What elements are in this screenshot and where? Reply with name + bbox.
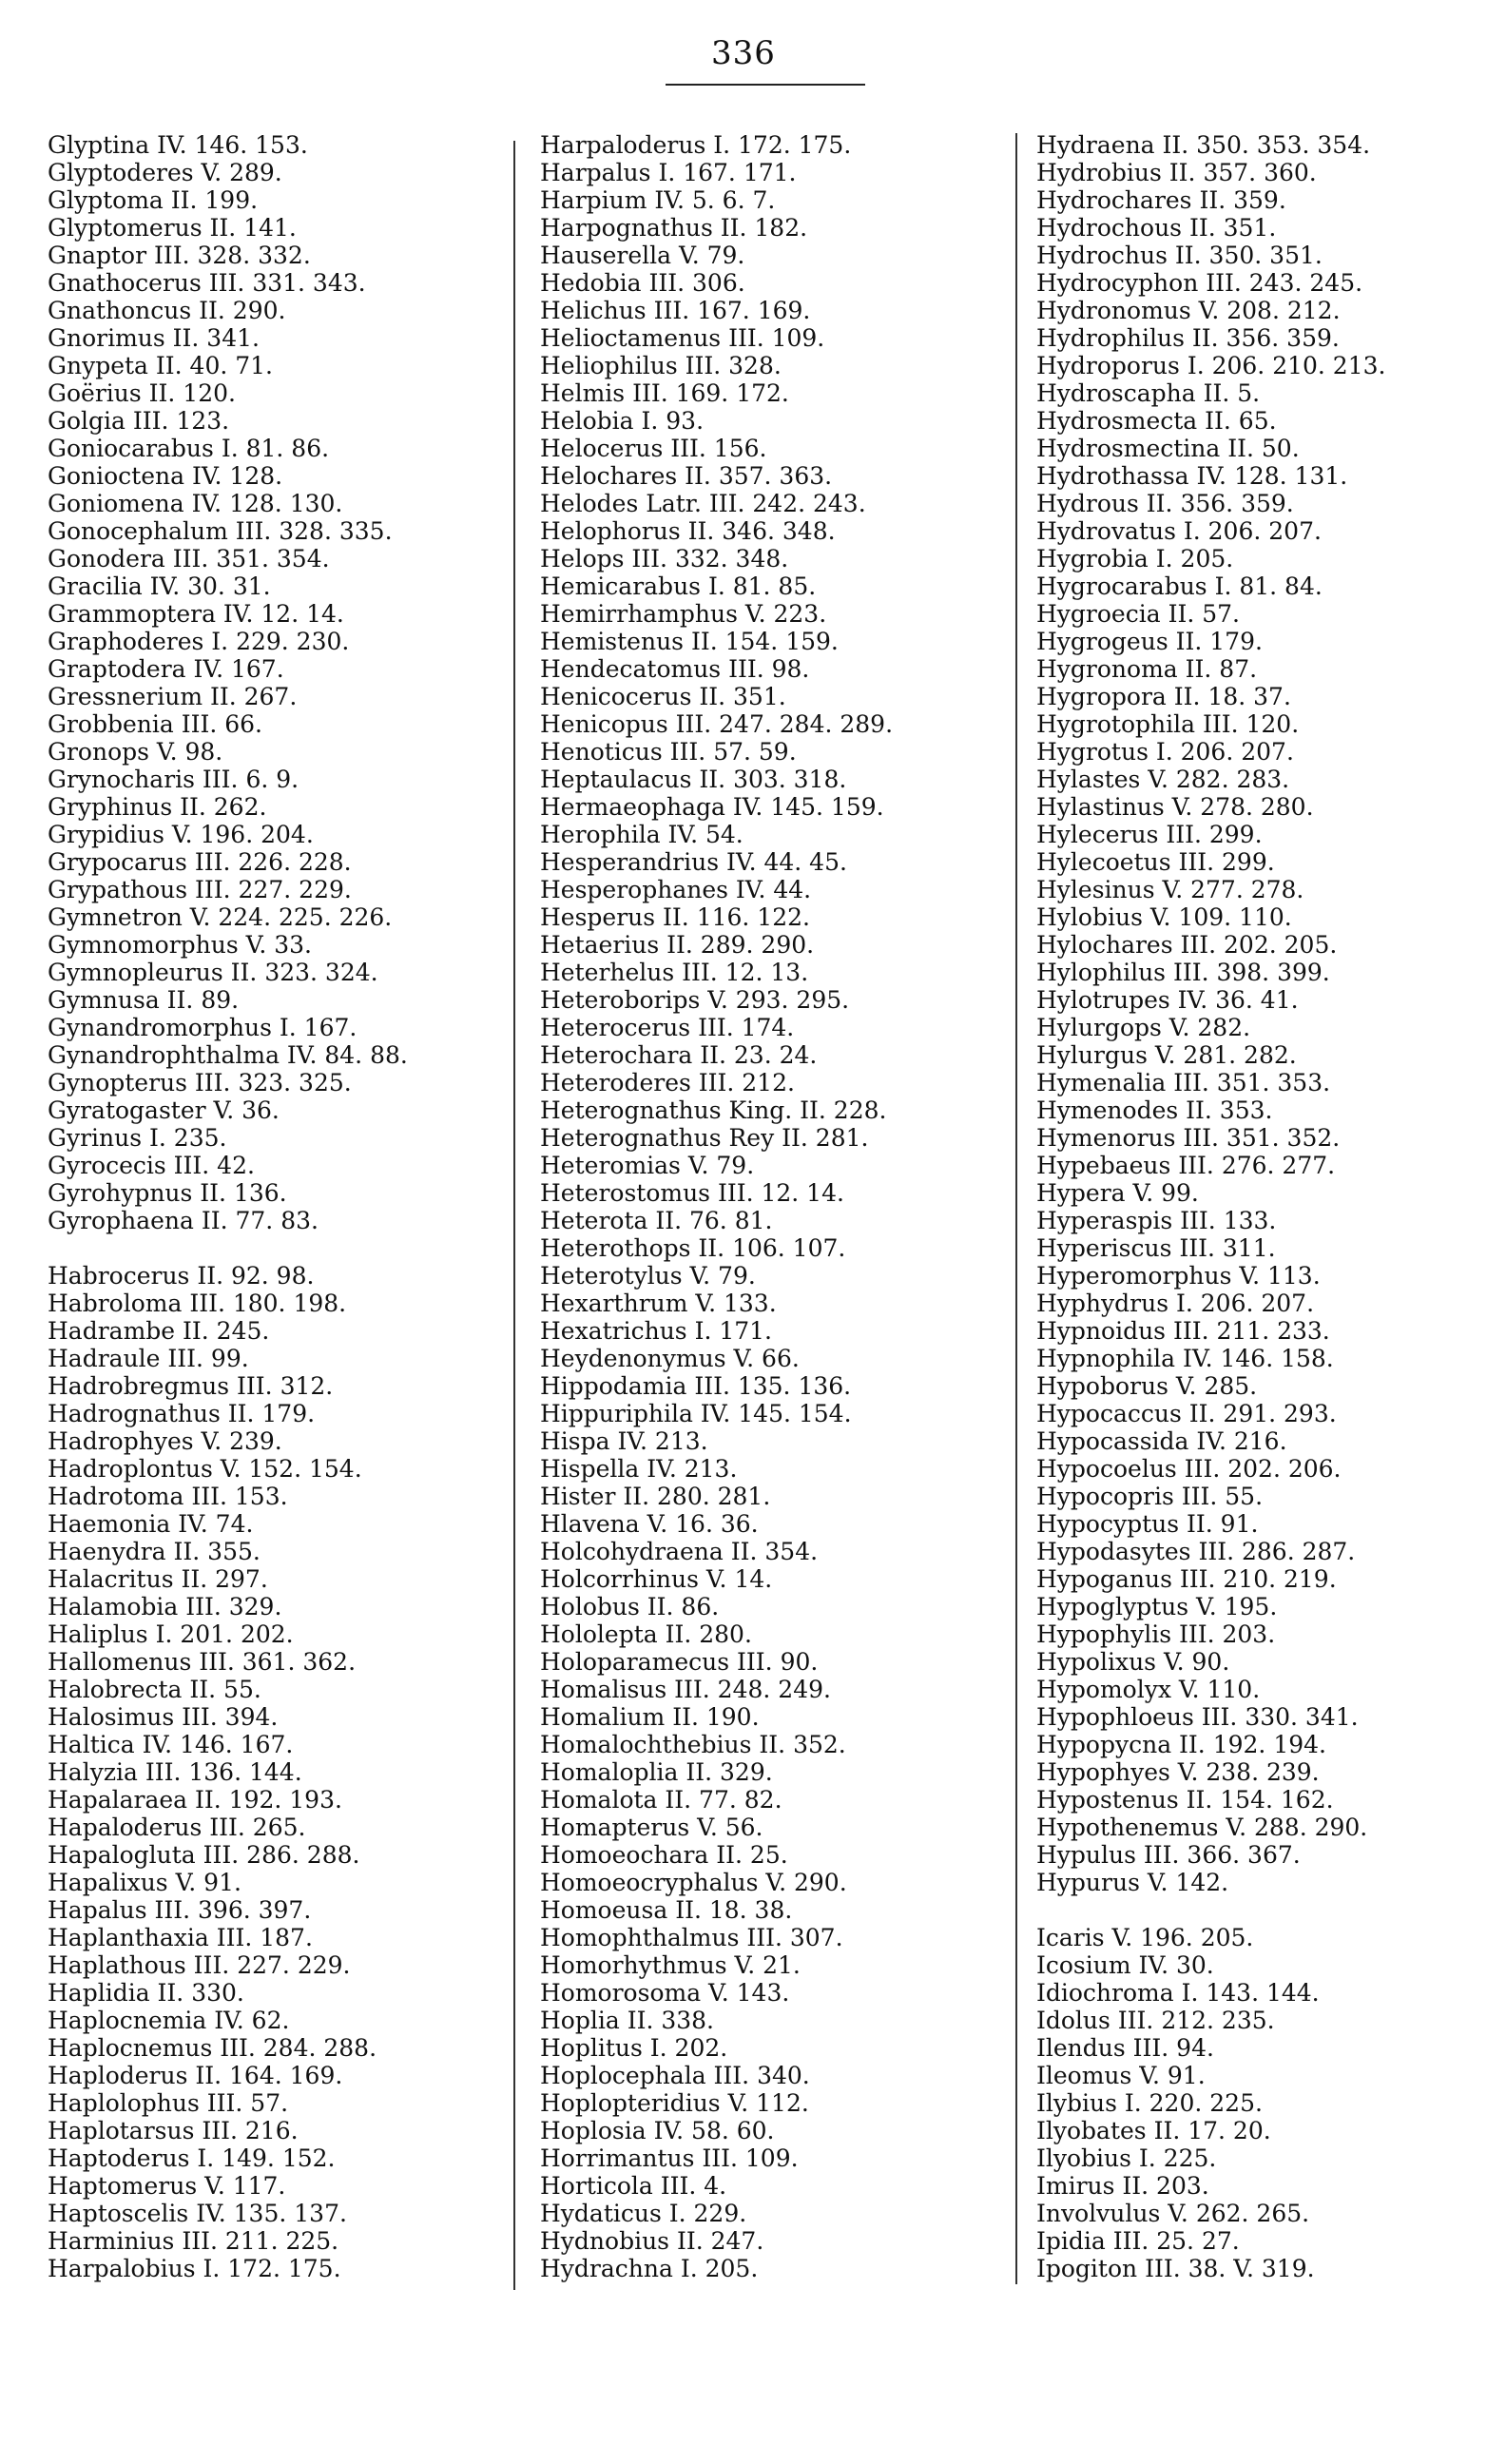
index-entry: Hypophloeus III. 330. 341. [1036, 1703, 1359, 1731]
index-entry: Idolus III. 212. 235. [1036, 2007, 1275, 2034]
index-entry: Haptomerus V. 117. [48, 2172, 286, 2200]
index-entry: Hydrous II. 356. 359. [1036, 490, 1294, 517]
index-entry: Homoeocryphalus V. 290. [540, 1869, 847, 1896]
index-entry: Hyperomorphus V. 113. [1036, 1262, 1321, 1290]
index-entry: Hydrophilus II. 356. 359. [1036, 324, 1340, 352]
index-entry: Habrocerus II. 92. 98. [48, 1262, 315, 1290]
index-entry: Helobia I. 93. [540, 407, 705, 435]
index-entry: Heterocerus III. 174. [540, 1014, 795, 1041]
index-entry: Hypnophila IV. 146. 158. [1036, 1345, 1334, 1372]
index-entry: Halosimus III. 394. [48, 1703, 279, 1731]
index-entry: Helioctamenus III. 109. [540, 324, 825, 352]
index-entry: Hyperiscus III. 311. [1036, 1234, 1276, 1262]
index-entry: Ileomus V. 91. [1036, 2062, 1206, 2089]
index-entry: Icaris V. 196. 205. [1036, 1924, 1254, 1951]
index-entry: Hydrochous II. 351. [1036, 214, 1277, 242]
index-entry: Hallomenus III. 361. 362. [48, 1648, 357, 1676]
index-entry: Gonocephalum III. 328. 335. [48, 517, 393, 545]
index-entry: Hoplitus I. 202. [540, 2034, 728, 2062]
index-entry: Hypera V. 99. [1036, 1179, 1199, 1207]
index-entry: Hypophylis III. 203. [1036, 1620, 1276, 1648]
index-entry: Homalisus III. 248. 249. [540, 1676, 831, 1703]
index-entry: Heteroderes III. 212. [540, 1069, 795, 1096]
index-entry: Herophila IV. 54. [540, 821, 744, 848]
index-entry: Hydrobius II. 357. 360. [1036, 159, 1317, 186]
index-entry: Grypathous III. 227. 229. [48, 876, 352, 903]
index-entry: Hydrosmectina II. 50. [1036, 435, 1300, 462]
index-entry: Haploderus II. 164. 169. [48, 2062, 343, 2089]
index-entry: Hispella IV. 213. [540, 1455, 738, 1483]
index-entry: Heterostomus III. 12. 14. [540, 1179, 844, 1207]
index-entry: Hydrothassa IV. 128. 131. [1036, 462, 1348, 490]
index-entry: Hippuriphila IV. 145. 154. [540, 1400, 852, 1427]
index-entry: Gyratogaster V. 36. [48, 1096, 280, 1124]
column-divider [513, 141, 515, 2290]
index-entry: Hispa IV. 213. [540, 1427, 708, 1455]
index-entry: Hypophyes V. 238. 239. [1036, 1758, 1320, 1786]
index-entry: Hypocopris III. 55. [1036, 1483, 1264, 1510]
header-rule [666, 84, 865, 86]
index-entry: Haplidia II. 330. [48, 1979, 244, 2007]
index-entry: Haemonia IV. 74. [48, 1510, 254, 1538]
index-entry: Hylecerus III. 299. [1036, 821, 1263, 848]
index-entry: Harpalus I. 167. 171. [540, 159, 797, 186]
index-entry: Hexarthrum V. 133. [540, 1290, 777, 1317]
index-entry: Helodes Latr. III. 242. 243. [540, 490, 866, 517]
index-entry: Golgia III. 123. [48, 407, 230, 435]
index-entry: Hymenorus III. 351. 352. [1036, 1124, 1341, 1152]
index-entry: Hypoglyptus V. 195. [1036, 1593, 1278, 1620]
index-entry: Helmis III. 169. 172. [540, 379, 789, 407]
index-entry: Hylurgops V. 282. [1036, 1014, 1251, 1041]
index-entry: Glyptina IV. 146. 153. [48, 131, 308, 159]
index-entry: Hydrachna I. 205. [540, 2255, 759, 2282]
index-column-3 [1036, 131, 1483, 2282]
index-entry: Ilendus III. 94. [1036, 2034, 1214, 2062]
index-entry: Hypocoelus III. 202. 206. [1036, 1455, 1342, 1483]
index-entry: Hygroecia II. 57. [1036, 600, 1240, 628]
index-entry: Heterognathus Rey II. 281. [540, 1124, 869, 1152]
index-entry: Hygrotophila III. 120. [1036, 710, 1300, 738]
index-entry: Holcohydraena II. 354. [540, 1538, 819, 1565]
index-entry: Hadrobregmus III. 312. [48, 1372, 334, 1400]
index-entry: Harpaloderus I. 172. 175. [540, 131, 852, 159]
index-entry: Graphoderes I. 229. 230. [48, 628, 350, 655]
index-entry: Heterotylus V. 79. [540, 1262, 756, 1290]
index-entry: Harpalobius I. 172. 175. [48, 2255, 341, 2282]
index-entry: Hoplia II. 338. [540, 2007, 715, 2034]
index-entry: Hypocyptus II. 91. [1036, 1510, 1259, 1538]
index-entry: Haltica IV. 146. 167. [48, 1731, 294, 1758]
index-entry: Hypocaccus II. 291. 293. [1036, 1400, 1337, 1427]
index-entry: Hypoganus III. 210. 219. [1036, 1565, 1337, 1593]
index-entry: Hesperophanes IV. 44. [540, 876, 812, 903]
index-entry: Hypurus V. 142. [1036, 1869, 1229, 1896]
index-entry: Gyrinus I. 235. [48, 1124, 227, 1152]
index-entry: Graptodera IV. 167. [48, 655, 284, 683]
index-entry: Gymnomorphus V. 33. [48, 931, 312, 959]
index-entry: Hymenalia III. 351. 353. [1036, 1069, 1331, 1096]
index-entry: Ilyobius I. 225. [1036, 2144, 1217, 2172]
index-entry: Gynandrophthalma IV. 84. 88. [48, 1041, 408, 1069]
index-entry: Gynandromorphus I. 167. [48, 1014, 357, 1041]
index-entry: Hylurgus V. 281. 282. [1036, 1041, 1297, 1069]
section-gap [48, 1234, 504, 1262]
index-entry: Halyzia III. 136. 144. [48, 1758, 302, 1786]
index-entry: Hylastes V. 282. 283. [1036, 766, 1290, 793]
index-entry: Gymnopleurus II. 323. 324. [48, 959, 378, 986]
index-entry: Gnathocerus III. 331. 343. [48, 269, 366, 297]
index-entry: Helocerus III. 156. [540, 435, 767, 462]
index-entry: Hemicarabus I. 81. 85. [540, 572, 817, 600]
index-entry: Hadrognathus II. 179. [48, 1400, 316, 1427]
index-entry: Hypoborus V. 285. [1036, 1372, 1258, 1400]
index-entry: Hyperaspis III. 133. [1036, 1207, 1277, 1234]
index-entry: Heterothops II. 106. 107. [540, 1234, 846, 1262]
index-entry: Homalochthebius II. 352. [540, 1731, 846, 1758]
index-entry: Hydroporus I. 206. 210. 213. [1036, 352, 1386, 379]
index-entry: Hadroplontus V. 152. 154. [48, 1455, 362, 1483]
index-entry: Gonioctena IV. 128. [48, 462, 283, 490]
index-entry: Gnathoncus II. 290. [48, 297, 286, 324]
index-entry: Hypnoidus III. 211. 233. [1036, 1317, 1330, 1345]
index-entry: Gynopterus III. 323. 325. [48, 1069, 352, 1096]
index-entry: Involvulus V. 262. 265. [1036, 2200, 1310, 2227]
index-entry: Hippodamia III. 135. 136. [540, 1372, 852, 1400]
index-entry: Hylobius V. 109. 110. [1036, 903, 1292, 931]
index-entry: Homalota II. 77. 82. [540, 1786, 782, 1814]
index-entry: Hadraule III. 99. [48, 1345, 249, 1372]
index-entry: Helichus III. 167. 169. [540, 297, 811, 324]
index-entry: Grynocharis III. 6. 9. [48, 766, 299, 793]
index-entry: Hypulus III. 366. 367. [1036, 1841, 1301, 1869]
index-entry: Homorhythmus V. 21. [540, 1951, 801, 1979]
index-entry: Ipogiton III. 38. V. 319. [1036, 2255, 1315, 2282]
index-entry: Ilybius I. 220. 225. [1036, 2089, 1263, 2117]
index-entry: Hadrambe II. 245. [48, 1317, 270, 1345]
index-entry: Hygrotus I. 206. 207. [1036, 738, 1294, 766]
index-entry: Hydnobius II. 247. [540, 2227, 764, 2255]
index-entry: Heterochara II. 23. 24. [540, 1041, 818, 1069]
index-entry: Goërius II. 120. [48, 379, 236, 407]
index-entry: Hydaticus I. 229. [540, 2200, 747, 2227]
index-entry: Helochares II. 357. 363. [540, 462, 833, 490]
index-entry: Haenydra II. 355. [48, 1538, 261, 1565]
index-entry: Hygrogeus II. 179. [1036, 628, 1263, 655]
index-entry: Haplanthaxia III. 187. [48, 1924, 313, 1951]
index-entry: Homoeochara II. 25. [540, 1841, 788, 1869]
index-entry: Harminius III. 211. 225. [48, 2227, 339, 2255]
index-entry: Hermaeophaga IV. 145. 159. [540, 793, 884, 821]
index-entry: Hymenodes II. 353. [1036, 1096, 1273, 1124]
index-entry: Hauserella V. 79. [540, 242, 745, 269]
index-entry: Habroloma III. 180. 198. [48, 1290, 347, 1317]
index-entry: Hedobia III. 306. [540, 269, 745, 297]
index-entry: Hylochares III. 202. 205. [1036, 931, 1338, 959]
page-number: 336 [711, 34, 776, 72]
index-entry: Gyrophaena II. 77. 83. [48, 1207, 319, 1234]
index-entry: Hapalixus V. 91. [48, 1869, 241, 1896]
index-entry: Haplathous III. 227. 229. [48, 1951, 351, 1979]
index-entry: Hygronoma II. 87. [1036, 655, 1258, 683]
index-entry: Ipidia III. 25. 27. [1036, 2227, 1240, 2255]
index-entry: Gracilia IV. 30. 31. [48, 572, 271, 600]
index-entry: Hypopycna II. 192. 194. [1036, 1731, 1326, 1758]
index-entry: Hydrovatus I. 206. 207. [1036, 517, 1322, 545]
index-entry: Hapalogluta III. 286. 288. [48, 1841, 360, 1869]
index-entry: Grypocarus III. 226. 228. [48, 848, 352, 876]
index-entry: Idiochroma I. 143. 144. [1036, 1979, 1320, 2007]
index-entry: Glyptoderes V. 289. [48, 159, 282, 186]
index-entry: Gyrohypnus II. 136. [48, 1179, 287, 1207]
index-entry: Hygrobia I. 205. [1036, 545, 1234, 572]
index-entry: Hadrophyes V. 239. [48, 1427, 282, 1455]
index-entry: Gnaptor III. 328. 332. [48, 242, 311, 269]
index-entry: Hapalaraea II. 192. 193. [48, 1786, 342, 1814]
index-entry: Holoparamecus III. 90. [540, 1648, 819, 1676]
index-entry: Hygrocarabus I. 81. 84. [1036, 572, 1323, 600]
index-entry: Hypomolyx V. 110. [1036, 1676, 1261, 1703]
index-entry: Grypidius V. 196. 204. [48, 821, 314, 848]
index-entry: Haptoderus I. 149. 152. [48, 2144, 336, 2172]
index-entry: Henicopus III. 247. 284. 289. [540, 710, 894, 738]
index-entry: Gressnerium II. 267. [48, 683, 298, 710]
index-entry: Hypocassida IV. 216. [1036, 1427, 1287, 1455]
index-entry: Hexatrichus I. 171. [540, 1317, 773, 1345]
index-entry: Hydrosmecta II. 65. [1036, 407, 1277, 435]
index-entry: Homoeusa II. 18. 38. [540, 1896, 793, 1924]
index-entry: Haplolophus III. 57. [48, 2089, 289, 2117]
index-entry: Heptaulacus II. 303. 318. [540, 766, 847, 793]
index-entry: Hesperandrius IV. 44. 45. [540, 848, 847, 876]
index-entry: Henicocerus II. 351. [540, 683, 786, 710]
index-entry: Holcorrhinus V. 14. [540, 1565, 773, 1593]
index-entry: Hoplopteridius V. 112. [540, 2089, 809, 2117]
index-entry: Harpognathus II. 182. [540, 214, 808, 242]
index-entry: Hetaerius II. 289. 290. [540, 931, 815, 959]
index-entry: Henoticus III. 57. 59. [540, 738, 797, 766]
index-entry: Hlavena V. 16. 36. [540, 1510, 759, 1538]
index-entry: Hygropora II. 18. 37. [1036, 683, 1291, 710]
index-entry: Hapalus III. 396. 397. [48, 1896, 312, 1924]
index-entry: Glyptoma II. 199. [48, 186, 259, 214]
index-entry: Hylotrupes IV. 36. 41. [1036, 986, 1299, 1014]
index-entry: Goniocarabus I. 81. 86. [48, 435, 330, 462]
index-column-1 [48, 131, 504, 2282]
index-entry: Haplotarsus III. 216. [48, 2117, 299, 2144]
index-entry: Halamobia III. 329. [48, 1593, 282, 1620]
index-entry: Heydenonymus V. 66. [540, 1345, 800, 1372]
index-entry: Heterognathus King. II. 228. [540, 1096, 887, 1124]
index-entry: Halobrecta II. 55. [48, 1676, 261, 1703]
index-entry: Hololepta II. 280. [540, 1620, 752, 1648]
index-entry: Hydroscapha II. 5. [1036, 379, 1261, 407]
index-entry: Glyptomerus II. 141. [48, 214, 297, 242]
index-entry: Hypebaeus III. 276. 277. [1036, 1152, 1336, 1179]
index-entry: Horrimantus III. 109. [540, 2144, 799, 2172]
index-entry: Gnypeta II. 40. 71. [48, 352, 273, 379]
index-entry: Hypothenemus V. 288. 290. [1036, 1814, 1368, 1841]
index-entry: Hydrochus II. 350. 351. [1036, 242, 1323, 269]
index-entry: Hoplocephala III. 340. [540, 2062, 810, 2089]
index-entry: Hydrocyphon III. 243. 245. [1036, 269, 1363, 297]
column-divider [1015, 133, 1017, 2284]
index-entry: Hydrochares II. 359. [1036, 186, 1286, 214]
index-entry: Hesperus II. 116. 122. [540, 903, 810, 931]
index-entry: Hemistenus II. 154. 159. [540, 628, 839, 655]
index-entry: Homophthalmus III. 307. [540, 1924, 843, 1951]
index-entry: Hoplosia IV. 58. 60. [540, 2117, 775, 2144]
index-entry: Gonodera III. 351. 354. [48, 545, 330, 572]
index-entry: Heterhelus III. 12. 13. [540, 959, 809, 986]
index-column-2 [540, 131, 996, 2282]
index-entry: Gronops V. 98. [48, 738, 223, 766]
index-entry: Ilyobates II. 17. 20. [1036, 2117, 1271, 2144]
index-entry: Heteromias V. 79. [540, 1152, 755, 1179]
index-entry: Helops III. 332. 348. [540, 545, 789, 572]
index-entry: Hydronomus V. 208. 212. [1036, 297, 1341, 324]
index-entry: Gymnusa II. 89. [48, 986, 240, 1014]
index-entry: Gyrocecis III. 42. [48, 1152, 255, 1179]
index-entry: Hapaloderus III. 265. [48, 1814, 306, 1841]
index-entry: Hydraena II. 350. 353. 354. [1036, 131, 1371, 159]
index-entry: Hyphydrus I. 206. 207. [1036, 1290, 1315, 1317]
index-entry: Homalium II. 190. [540, 1703, 760, 1731]
index-entry: Haptoscelis IV. 135. 137. [48, 2200, 347, 2227]
index-entry: Harpium IV. 5. 6. 7. [540, 186, 776, 214]
index-entry: Heliophilus III. 328. [540, 352, 782, 379]
index-entry: Haliplus I. 201. 202. [48, 1620, 294, 1648]
section-gap [1036, 1896, 1483, 1924]
index-entry: Helophorus II. 346. 348. [540, 517, 836, 545]
index-entry: Hadrotoma III. 153. [48, 1483, 288, 1510]
index-entry: Hypolixus V. 90. [1036, 1648, 1230, 1676]
index-entry: Halacritus II. 297. [48, 1565, 268, 1593]
index-entry: Hylophilus III. 398. 399. [1036, 959, 1330, 986]
index-entry: Homapterus V. 56. [540, 1814, 763, 1841]
index-entry: Homaloplia II. 329. [540, 1758, 773, 1786]
index-entry: Heteroborips V. 293. 295. [540, 986, 850, 1014]
index-entry: Homorosoma V. 143. [540, 1979, 790, 2007]
index-entry: Hylesinus V. 277. 278. [1036, 876, 1304, 903]
index-entry: Horticola III. 4. [540, 2172, 727, 2200]
index-entry: Icosium IV. 30. [1036, 1951, 1214, 1979]
index-entry: Hypodasytes III. 286. 287. [1036, 1538, 1356, 1565]
index-entry: Grobbenia III. 66. [48, 710, 263, 738]
index-entry: Imirus II. 203. [1036, 2172, 1209, 2200]
index-entry: Grammoptera IV. 12. 14. [48, 600, 344, 628]
index-entry: Gnorimus II. 341. [48, 324, 260, 352]
index-entry: Hylecoetus III. 299. [1036, 848, 1275, 876]
index-entry: Gryphinus II. 262. [48, 793, 267, 821]
index-entry: Hister II. 280. 281. [540, 1483, 771, 1510]
index-entry: Haplocnemia IV. 62. [48, 2007, 290, 2034]
index-entry: Hemirrhamphus V. 223. [540, 600, 827, 628]
index-entry: Haplocnemus III. 284. 288. [48, 2034, 377, 2062]
index-entry: Hypostenus II. 154. 162. [1036, 1786, 1334, 1814]
index-entry: Hylastinus V. 278. 280. [1036, 793, 1314, 821]
index-entry: Hendecatomus III. 98. [540, 655, 810, 683]
index-entry: Gymnetron V. 224. 225. 226. [48, 903, 393, 931]
index-entry: Heterota II. 76. 81. [540, 1207, 773, 1234]
index-entry: Holobus II. 86. [540, 1593, 720, 1620]
index-entry: Goniomena IV. 128. 130. [48, 490, 343, 517]
